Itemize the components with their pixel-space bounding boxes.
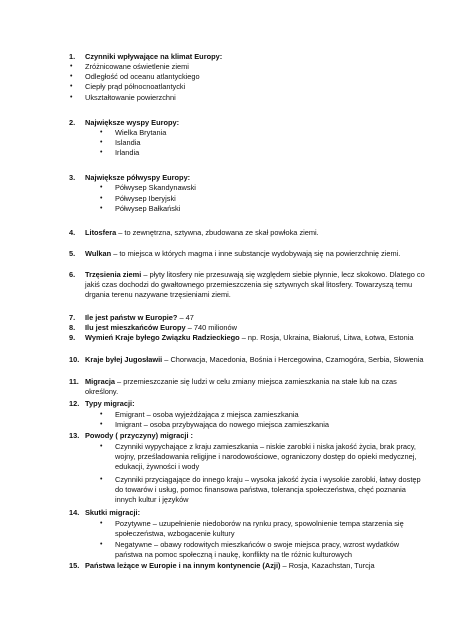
item-title: Największe wyspy Europy: bbox=[85, 118, 180, 127]
item-title: Wymień Kraje byłego Związku Radzieckiego bbox=[85, 333, 240, 342]
item-title: Migracja bbox=[85, 377, 115, 386]
item-number: 14. bbox=[69, 508, 80, 517]
item-number: 1. bbox=[69, 52, 76, 61]
item-title: Ilu jest mieszkańców Europy bbox=[85, 323, 186, 332]
bullet-icon: • bbox=[100, 129, 103, 136]
bullet-text: Odległość od oceanu atlantyckiego bbox=[85, 72, 200, 81]
item-description: – to zewnętrzna, sztywna, zbudowana ze skał powłoka ziemi. bbox=[116, 228, 319, 237]
item-text bbox=[85, 323, 425, 333]
bullet-text: Zróżnicowane oświetlenie ziemi bbox=[85, 62, 189, 71]
item-number: 6. bbox=[69, 270, 76, 279]
item-text bbox=[85, 270, 425, 301]
item-title: Typy migracji: bbox=[85, 399, 135, 408]
item-number: 11. bbox=[69, 377, 79, 386]
item-title: Ile jest państw w Europie? bbox=[85, 313, 178, 322]
item-number: 9. bbox=[69, 333, 76, 342]
bullet-icon: • bbox=[100, 195, 103, 202]
bullet-text: Pozytywne – uzupełnienie niedoborów na rynku pracy, spowolnienie tempa starzenia się społeczeństwa, wzbogacenie kultury bbox=[115, 519, 404, 539]
bullet-icon: • bbox=[70, 94, 73, 101]
item-description: – Rosja, Kazachstan, Turcja bbox=[280, 561, 375, 570]
item-number: 5. bbox=[69, 249, 76, 258]
item-description: – 740 milionów bbox=[185, 323, 237, 332]
bullet-icon: • bbox=[100, 411, 103, 418]
item-text bbox=[85, 431, 425, 441]
item-number: 10. bbox=[69, 355, 80, 364]
bullet-icon: • bbox=[100, 541, 103, 548]
bullet-icon: • bbox=[100, 205, 103, 212]
bullet-icon: • bbox=[100, 443, 103, 450]
bullet-text: Irlandia bbox=[115, 148, 140, 157]
item-title: Państwa leżące w Europie i na innym kontynencie (Azji) bbox=[85, 561, 281, 570]
item-text bbox=[85, 399, 425, 409]
item-title: Powody ( przyczyny) migracji : bbox=[85, 431, 194, 440]
item-number: 7. bbox=[69, 313, 76, 322]
item-text bbox=[85, 333, 425, 343]
bullet-text: Wielka Brytania bbox=[115, 128, 167, 137]
item-text bbox=[85, 228, 425, 238]
bullet-icon: • bbox=[100, 476, 103, 483]
item-title: Kraje byłej Jugosławii bbox=[85, 355, 163, 364]
item-number: 4. bbox=[69, 228, 76, 237]
item-number: 2. bbox=[69, 118, 76, 127]
bullet-text: Czynniki wypychające z kraju zamieszkania – niskie zarobki i niska jakość życia, brak pracy, wojny, prześladowania religijne i narodowościowe, ograniczony dostęp do opieki medycznej, edukacji, żywności i wody bbox=[115, 442, 417, 472]
bullet-text: Czynniki przyciągające do innego kraju – wysoka jakość życia i wysokie zarobki, łatwy dostęp do towarów i usług, pomoc finansowa państwa, tolerancja społeczeństwa, chęć poznania innych kultur i języków bbox=[115, 475, 421, 505]
item-description: – to miejsca w których magma i inne substancje wydobywają się na powierzchnię ziemi. bbox=[111, 249, 401, 258]
bullet-icon: • bbox=[70, 83, 73, 90]
bullet-icon: • bbox=[70, 73, 73, 80]
bullet-text: Emigrant – osoba wyjeżdżająca z miejsca zamieszkania bbox=[115, 410, 299, 419]
item-text bbox=[85, 561, 425, 571]
item-number: 13. bbox=[69, 431, 80, 440]
item-text bbox=[85, 355, 425, 365]
item-description: – np. Rosja, Ukraina, Białoruś, Litwa, Łotwa, Estonia bbox=[239, 333, 414, 342]
bullet-text: Islandia bbox=[115, 138, 141, 147]
item-text bbox=[85, 313, 425, 323]
item-title: Największe półwyspy Europy: bbox=[85, 173, 191, 182]
bullet-icon: • bbox=[100, 149, 103, 156]
item-text bbox=[85, 508, 425, 518]
bullet-text: Ciepły prąd północnoatlantycki bbox=[85, 82, 186, 91]
item-number: 12. bbox=[69, 399, 80, 408]
item-number: 15. bbox=[69, 561, 80, 570]
bullet-icon: • bbox=[100, 184, 103, 191]
item-description: – Chorwacja, Macedonia, Bośnia i Hercegowina, Czarnogóra, Serbia, Słowenia bbox=[162, 355, 424, 364]
item-description: – przemieszczanie się ludzi w celu zmiany miejsca zamieszkania na stałe lub na czas określony. bbox=[85, 377, 397, 397]
item-title: Czynniki wpływające na klimat Europy: bbox=[85, 52, 223, 61]
bullet-icon: • bbox=[70, 63, 73, 70]
item-title: Wulkan bbox=[85, 249, 112, 258]
bullet-text: Półwysep Skandynawski bbox=[115, 183, 196, 192]
item-text bbox=[85, 377, 425, 397]
item-text bbox=[85, 52, 425, 62]
item-number: 3. bbox=[69, 173, 76, 182]
item-text bbox=[85, 249, 425, 259]
item-text bbox=[85, 173, 425, 183]
item-title: Trzęsienia ziemi bbox=[85, 270, 142, 279]
bullet-text: Imigrant – osoba przybywająca do nowego miejsca zamieszkania bbox=[115, 420, 330, 429]
bullet-text: Ukształtowanie powierzchni bbox=[85, 93, 176, 102]
item-title: Litosfera bbox=[85, 228, 117, 237]
bullet-text: Półwysep Iberyjski bbox=[115, 194, 176, 203]
item-number: 8. bbox=[69, 323, 76, 332]
item-title: Skutki migracji: bbox=[85, 508, 141, 517]
bullet-icon: • bbox=[100, 421, 103, 428]
item-description: – 47 bbox=[177, 313, 194, 322]
item-description: – płyty litosfery nie przesuwają się względem siebie płynnie, lecz skokowo. Dlatego co jakiś czas dochodzi do gwałtownego przemieszczenia się sztywnych skał litosfery. Towarzyszą temu drgania terenu nazywane trzęsieniami ziemi. bbox=[85, 270, 425, 300]
bullet-text: Negatywne – obawy rodowitych mieszkańców o swoje miejsca pracy, wzrost wydatków państwa na pomoc społeczną i naukę, konflikty na tle różnic kulturowych bbox=[115, 540, 400, 560]
bullet-icon: • bbox=[100, 520, 103, 527]
bullet-icon: • bbox=[100, 139, 103, 146]
item-text bbox=[85, 118, 425, 128]
bullet-text: Półwysep Bałkański bbox=[115, 204, 181, 213]
